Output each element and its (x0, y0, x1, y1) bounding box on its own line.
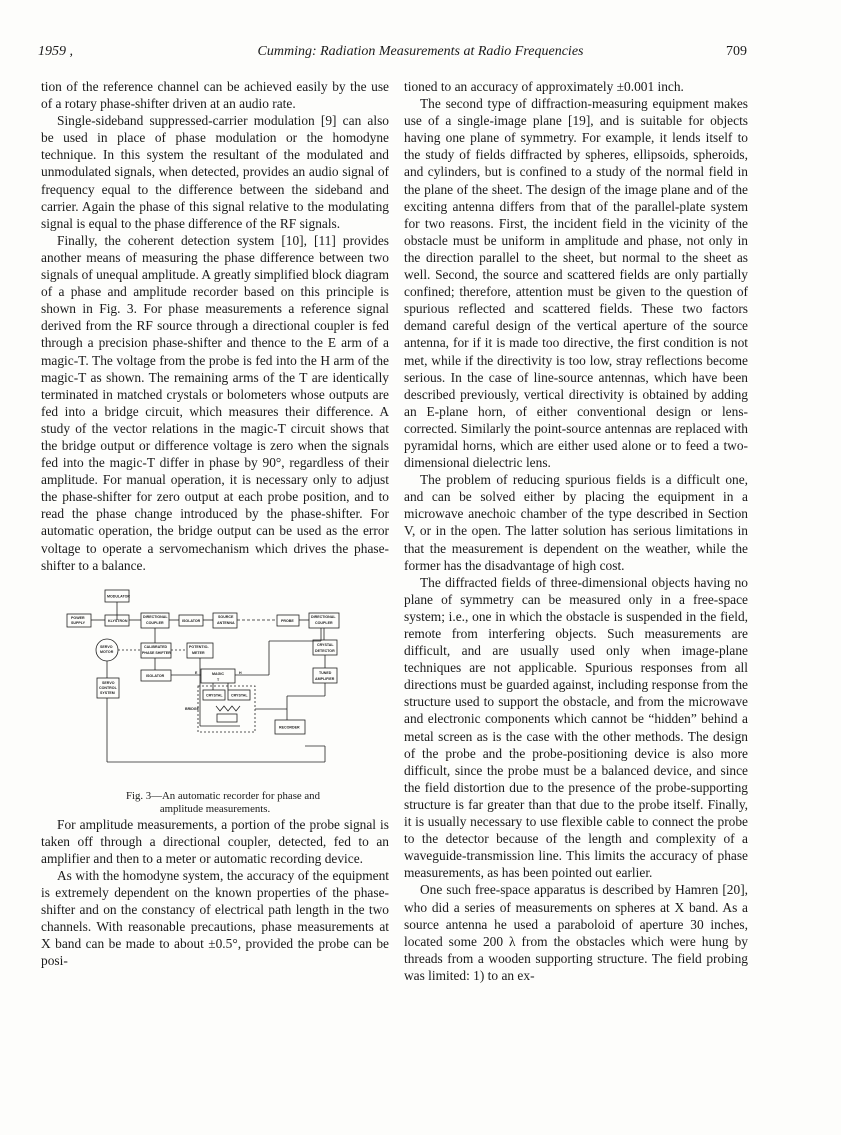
page-number: 709 (726, 44, 747, 59)
running-title: Cumming: Radiation Measurements at Radio Frequencies (257, 44, 584, 59)
label-crystal-detector: DETECTOR (315, 648, 335, 653)
label-e-arm: E (195, 670, 198, 675)
block-diagram (41, 586, 389, 784)
figure-caption-line2: amplitude measurements. (159, 802, 271, 815)
bridge-resistor-a (217, 714, 237, 722)
label-potentiometer: METER (192, 650, 205, 655)
label-servo-motor: MOTOR (100, 649, 114, 654)
paragraph: The problem of reducing spurious fields is a difficult one, and can be solved either by placing the equipment in a microwave anechoic chamber of the type described in Section V, or in the open. The latter solution has serious limitations in that the measurement is dependent on the weather, while the former has the disadvantage of high cost. (404, 472, 748, 573)
label-tuned-amplifier: AMPLIFIER (315, 676, 335, 681)
label-source-antenna: SOURCE (218, 614, 234, 619)
label-magic-t: MAGIC (212, 671, 224, 676)
paragraph: As with the homodyne system, the accuracy of the equipment is extremely dependent on the known properties of the phase-shifter and on the constancy of electrical path length in the two channels. With reasonable precautions, phase measurements at X band can be made to about ±0.5°, provided the probe can be posi- (41, 868, 389, 969)
label-magic-t: T (217, 677, 220, 682)
label-modulator: MODULATOR (107, 594, 131, 599)
label-crystal-b: CRYSTAL (231, 693, 248, 698)
label-directional-coupler: DIRECTIONAL (143, 614, 168, 619)
paragraph: The second type of diffraction-measuring equipment makes use of a single-image plane [19], and is suitable for objects having one plane of symmetry. For example, it lends itself to the study of fields diffracted by spheres, ellipsoids, spheroids, and cylinders, but is confined to a study of the normal field in the plane of the sheet. The design of the image plane and of the exciting antenna differs from that of the parallel-plate system for two reasons. First, the incident field in the vicinity of the obstacle must be uniform in amplitude and phase, not only in the direction parallel to the sheet, but normal to the sheet as well. Second, the source and scattered fields are only partially confined; therefore, attention must be given to the question of spurious reflected and scattered fields. These two factors demand careful design of the vertical aperture of the source antenna, for if it is made too directive, the first condition is not met, while if the directivity is too low, stray reflections become serious. In the case of line-source antennas, which have been described previously, vertical directivity is obtained by adding an E-plane horn, of either conventional design or lens-corrected. Similarly the point-source antennas are replaced with pyramidal horns, which are either used alone or to feed a two-dimensional dielectric lens. (404, 96, 748, 471)
label-crystal-detector: CRYSTAL (317, 642, 334, 647)
label-recorder: RECORDER (279, 725, 300, 730)
label-servo-control: SERVO (102, 680, 115, 685)
right-column (404, 78, 748, 984)
label-directional-coupler-2: COUPLER (315, 620, 333, 625)
label-calibrated-phase-shifter: PHASE SHIFTER (142, 650, 171, 655)
header-year: 1959 , (38, 44, 73, 59)
label-directional-coupler-2: DIRECTIONAL (311, 614, 336, 619)
label-power-supply: POWER (71, 615, 85, 620)
left-column (41, 78, 389, 970)
label-power-supply: SUPPLY (71, 620, 86, 625)
label-tuned-amplifier: TUNED (319, 670, 332, 675)
label-crystal-a: CRYSTAL (206, 693, 223, 698)
paragraph: tion of the reference channel can be achieved easily by the use of a rotary phase-shifter driven at an audio rate. (41, 79, 389, 112)
figure-caption (41, 790, 389, 816)
paragraph: One such free-space apparatus is described by Hamren [20], who did a series of measurements on spheres at X band. As a source antenna he used a paraboloid of aperture 30 inches, located some 200 λ from the obstacles which were hung by threads from a wooden supporting structure. The field probing was limited: 1) to an ex- (404, 882, 748, 983)
label-isolator: ISOLATOR (182, 618, 201, 623)
figure-caption-line1: Fig. 3—An automatic recorder for phase and (126, 789, 320, 802)
label-klystron: KLYSTRON (108, 618, 128, 623)
label-probe: PROBE (281, 618, 294, 623)
label-calibrated-phase-shifter: CALIBRATED (144, 644, 168, 649)
label-servo-control: CONTROL (99, 685, 117, 690)
label-servo-control: SYSTEM (100, 690, 115, 695)
paragraph: tioned to an accuracy of approximately ±0.001 inch. (404, 79, 684, 94)
label-h-arm: H (239, 670, 242, 675)
label-source-antenna: ANTENNA (217, 620, 235, 625)
paragraph: Finally, the coherent detection system [10], [11] provides another means of measuring the phase difference between two signals of unequal amplitude. A greatly simplified block diagram of a phase and amplitude recorder based on this principle is shown in Fig. 3. For phase measurements a reference signal derived from the RF source through a directional coupler is fed through a precision phase-shifter and thence to the E arm of a magic-T. The voltage from the probe is fed into the H arm of the magic-T as shown. The remaining arms of the T are identically terminated in matched crystals or bolometers whose outputs are fed into a bridge circuit, which measures their difference. A study of the vector relations in the magic-T circuit shows that the bridge output or difference voltage is zero when the signals fed into the magic-T differ in phase by 90°, regardless of their amplitude. For manual operation, it is necessary only to adjust the phase-shifter for zero output at each probe position, and to read the phase change introduced by the phase-shifter. For automatic operation, the bridge output can be used as the error voltage to operate a servomechanism which drives the phase-shifter to a balance. (41, 232, 389, 573)
label-bridge: BRIDGE (185, 706, 199, 711)
paragraph: The diffracted fields of three-dimensional objects having no plane of symmetry can be measured only in a free-space system; i.e., one in which the obstacle is suspended in the field, remote from interfering objects. Such measurements are difficult, and are usually used only when image-plane techniques are not applicable. Spurious responses from all directions must be guarded against, including response from the structure used to support the obstacle, and from the microwave and electronic components which cannot be “hidden” behind a metal screen as is the case with the other methods. The design of the probe and the probe-positioning device is also more difficult, since the probe must be a balanced device, and since the field distortion due to the presence of the probe-supporting structure is far greater than that due to the probe itself. Finally, it is usually necessary to use flexible cable to connect the probe to the detector because of the length and complexity of a waveguide-transmission line. This limits the accuracy of phase measurements, as has been pointed out earlier. (404, 574, 748, 881)
block-diagram-figure (41, 586, 389, 784)
label-directional-coupler: COUPLER (146, 620, 164, 625)
label-servo-motor: SERVO (100, 644, 113, 649)
label-potentiometer: POTENTIO- (189, 644, 209, 649)
label-isolator-2: ISOLATOR (146, 673, 165, 678)
paragraph: For amplitude measurements, a portion of the probe signal is taken off through a directional coupler, detected, fed to an amplifier and then to a meter or automatic recording device. (41, 816, 389, 866)
paragraph: Single-sideband suppressed-carrier modulation [9] can also be used in place of phase modulation or the homodyne technique. In this system the resultant of the modulated and unmodulated signals, when detected, provides an audio signal of frequency equal to the difference between the sideband and carrier. Again the phase of this signal relative to the modulating signal is equal to the phase difference of the RF signals. (41, 113, 389, 231)
